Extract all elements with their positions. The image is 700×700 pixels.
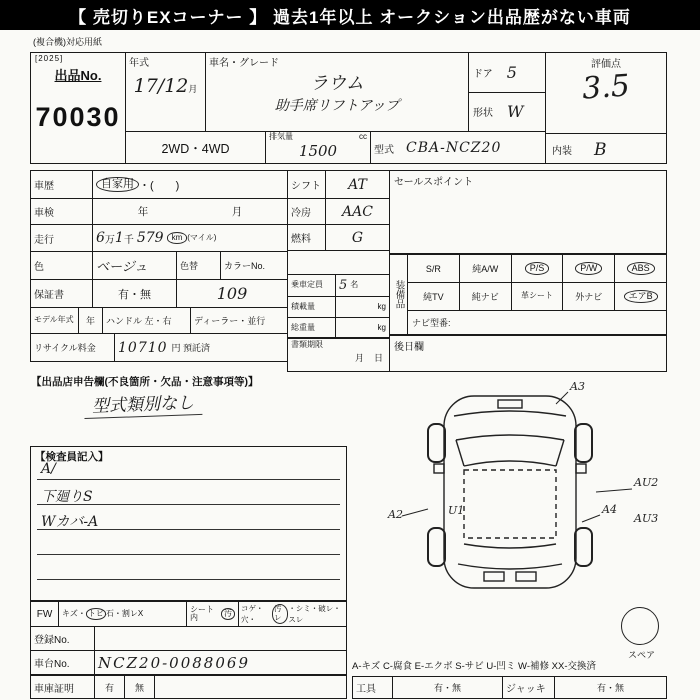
reg-no-label: 登録No. (31, 627, 95, 650)
chassis-no-label: 車台No. (31, 651, 95, 674)
ac-value: AAC (342, 203, 373, 220)
damage-code-legend: A-キズ C-腐食 E-エクボ S-サビ U-凹ミ W-補修 XX-交換済 (352, 661, 596, 672)
ext-circled: トビ (87, 609, 104, 619)
docs-deadline-box (287, 338, 390, 372)
equip-leather-text: 革シート (520, 291, 553, 301)
damage-note-a4: A4 (602, 503, 617, 516)
color-no-label: カラーNo. (224, 261, 266, 271)
model-code-label: 型式 (374, 144, 394, 156)
displacement-unit: cc (359, 132, 367, 141)
interior-damage-options (239, 602, 346, 626)
capacity-label: 乗車定員 (288, 275, 336, 296)
reg-no-value (95, 627, 346, 650)
ac-label: 冷房 (288, 199, 326, 224)
history-selected: 自家用 (96, 177, 139, 192)
grade-value: 3.5 (580, 68, 632, 107)
sales-point-label: セールスポイント (394, 177, 474, 188)
recycle-label: リサイクル料金 (31, 334, 115, 361)
rule-line (37, 554, 340, 555)
jack-label: ジャッキ (503, 677, 555, 698)
history-value (93, 171, 287, 198)
equip-aw (460, 255, 512, 282)
equip-extnavi (563, 283, 615, 310)
shaken-year: 年 (137, 206, 149, 218)
garage-yes: 有 (95, 676, 125, 698)
interior-grade-label: 内装 (552, 146, 572, 157)
year-value: 17/12 (133, 75, 189, 97)
car-grade: 助手席リフトアップ (274, 98, 400, 114)
dealer-options: ディーラー・並行 (194, 316, 266, 326)
damage-note-u1: U1 (448, 504, 465, 517)
shaken-value (93, 199, 287, 224)
warranty-options: 有・無 (93, 280, 177, 307)
docs-day: 日 (373, 353, 383, 364)
declaration-label: 【出品店申告欄(不良箇所・欠品・注意事項等)】 (31, 376, 259, 388)
mileage-alt-unit: (マイル) (187, 232, 217, 242)
equip-ps-text: P/S (525, 262, 550, 274)
tools-row (352, 676, 667, 699)
auction-no-box (30, 52, 126, 164)
shaken-label: 車検 (31, 199, 93, 224)
weight-label: 総重量 (288, 318, 336, 338)
shift-label: シフト (288, 171, 326, 198)
paper-note: (複合機)対応用紙 (33, 37, 102, 47)
damage-note-au3: AU3 (634, 512, 659, 525)
year-label: 年式 (129, 58, 149, 69)
handle-options: ハンドル 左・右 (103, 308, 191, 333)
mileage-label: 走行 (31, 225, 93, 251)
garage-no: 無 (125, 676, 155, 698)
door-value: 5 (506, 62, 517, 82)
displacement-field (266, 132, 371, 164)
warranty-label: 保証書 (31, 280, 93, 307)
equip-tv-text: 純TV (423, 292, 444, 302)
car-name: ラウム (310, 73, 364, 94)
mileage-sen-unit: 千 (123, 234, 134, 246)
ext-post: 石・割レX (105, 608, 144, 618)
capacity-value: 5 (339, 278, 348, 293)
inspector-box (30, 446, 347, 601)
mileage-rest: 579 (136, 230, 164, 246)
recycle-value-cell (115, 334, 287, 361)
condition-table (30, 601, 347, 675)
equip-sr (408, 255, 460, 282)
equip-abs-text: ABS (627, 262, 655, 274)
shaken-month: 月 (231, 206, 243, 218)
interior-grade-value: B (594, 139, 607, 160)
equip-pw-text: P/W (575, 262, 602, 274)
mileage-sen: 1 (114, 230, 124, 246)
history-paren: ・( ) (139, 179, 180, 192)
later-box (389, 335, 667, 372)
damage-note-a2: A2 (388, 508, 403, 521)
garage-blank (155, 676, 346, 698)
navi-model-label: ナビ型番: (412, 318, 451, 328)
load-label: 積載量 (288, 297, 336, 317)
history-label: 車歴 (31, 171, 93, 198)
model-year-year: 年 (79, 308, 103, 333)
seat-condition (187, 602, 239, 626)
car-topview-drawing (386, 380, 668, 605)
year-stamp: [2025] (35, 54, 64, 63)
inspector-line-1: A/ (41, 461, 56, 477)
rule-line (37, 579, 340, 580)
exterior-damage-options (59, 602, 187, 626)
tools-options: 有・無 (393, 677, 503, 698)
equip-aw-text: 純A/W (472, 264, 499, 274)
equip-navi-text: 純ナビ (471, 292, 499, 302)
model-code-field (371, 132, 545, 164)
capacity-table (287, 274, 390, 338)
equip-ps (512, 255, 564, 282)
shape-label: 形状 (473, 108, 493, 120)
car-name-field (206, 53, 469, 131)
declaration-note: 型式類別なし (84, 388, 203, 419)
damage-note-au2: AU2 (634, 476, 659, 489)
model-year-label: モデル年式 (31, 308, 79, 333)
inspector-label: 【検査員記入】 (35, 451, 109, 463)
door-shape-field (469, 53, 545, 131)
car-diagram (386, 380, 668, 605)
shape-value: W (507, 102, 524, 122)
recycle-value: 10710 (118, 339, 168, 356)
capacity-unit: 名 (350, 280, 359, 290)
ext-pre: キズ・ (62, 608, 86, 618)
color-value: ベージュ (93, 252, 177, 279)
fuel-label: 燃料 (288, 225, 326, 250)
mileage-unit: km (167, 232, 188, 243)
left-detail-table (30, 170, 288, 362)
tools-label: 工具 (353, 677, 393, 698)
equip-extnavi-text: 外ナビ (575, 292, 603, 302)
year-suffix: 月 (188, 84, 198, 94)
damage-note-a3: A3 (570, 380, 585, 393)
rule-line (37, 479, 340, 480)
garage-label: 車庫証明 (31, 676, 95, 698)
fw-label: FW (31, 602, 59, 626)
car-name-label: 車名・グレード (209, 58, 279, 69)
banner: 【 売切りEXコーナー 】 過去1年以上 オークション出品歴がない車両 (0, 0, 700, 30)
drivetrain-table (287, 170, 390, 251)
jack-options: 有・無 (596, 683, 624, 693)
shift-value: AT (348, 176, 367, 193)
fuel-value: G (351, 229, 364, 246)
equip-leather (512, 283, 564, 310)
int-post: ・シミ・破レ・スレ (288, 604, 341, 624)
weight-unit: kg (377, 322, 386, 332)
color-label: 色 (31, 252, 93, 279)
grade-label: 評価点 (591, 59, 621, 70)
inspector-line-2: 下廻りS (41, 489, 93, 505)
docs-label: 書類期限 (291, 340, 323, 349)
seat-mark: 汚 (221, 608, 235, 619)
int-pre: コゲ・穴・ (241, 604, 264, 624)
color-no-value: 109 (216, 284, 248, 303)
auction-no-label: 出品No. (54, 68, 102, 83)
equip-tv (408, 283, 460, 310)
recycle-suffix: 円 預託済 (171, 343, 211, 353)
docs-month: 月 (354, 353, 364, 364)
year-field (126, 53, 206, 131)
header-block (125, 52, 546, 164)
equip-airbag (615, 283, 666, 310)
equip-abs (615, 255, 666, 282)
displacement-label: 排気量 (269, 132, 293, 141)
equip-navi (460, 283, 512, 310)
equipment-box (389, 254, 667, 335)
grade-box (545, 52, 667, 164)
seat-label: シート内 (190, 604, 214, 622)
later-label: 後日欄 (394, 342, 424, 353)
equip-sr-text: S/R (425, 263, 441, 274)
auction-number: 70030 (35, 102, 121, 132)
mileage-value (93, 225, 287, 251)
equipment-label: 装備品 (390, 255, 408, 334)
int-circled: 汚レ (272, 604, 288, 623)
sales-point-box (389, 170, 667, 254)
spare-tire-icon (621, 607, 659, 645)
color-change-label: 色替 (177, 252, 221, 279)
mileage-man-unit: 万 (104, 234, 115, 246)
displacement-value: 1500 (298, 142, 338, 160)
garage-row (30, 675, 347, 699)
load-unit: kg (377, 301, 386, 311)
door-label: ドア (473, 68, 493, 80)
chassis-no-value: NCZ20-0088069 (98, 653, 250, 672)
spare-label: スペア (628, 650, 656, 660)
mileage-man: 6 (96, 230, 105, 246)
inspector-line-3: Wカバ-A (41, 514, 99, 530)
equip-airbag-text: エアB (624, 290, 658, 302)
capacity-value-cell (336, 275, 389, 296)
drive-type: 2WD・4WD (126, 132, 266, 164)
equip-pw (563, 255, 615, 282)
model-code-value: CBA-NCZ20 (406, 140, 502, 156)
